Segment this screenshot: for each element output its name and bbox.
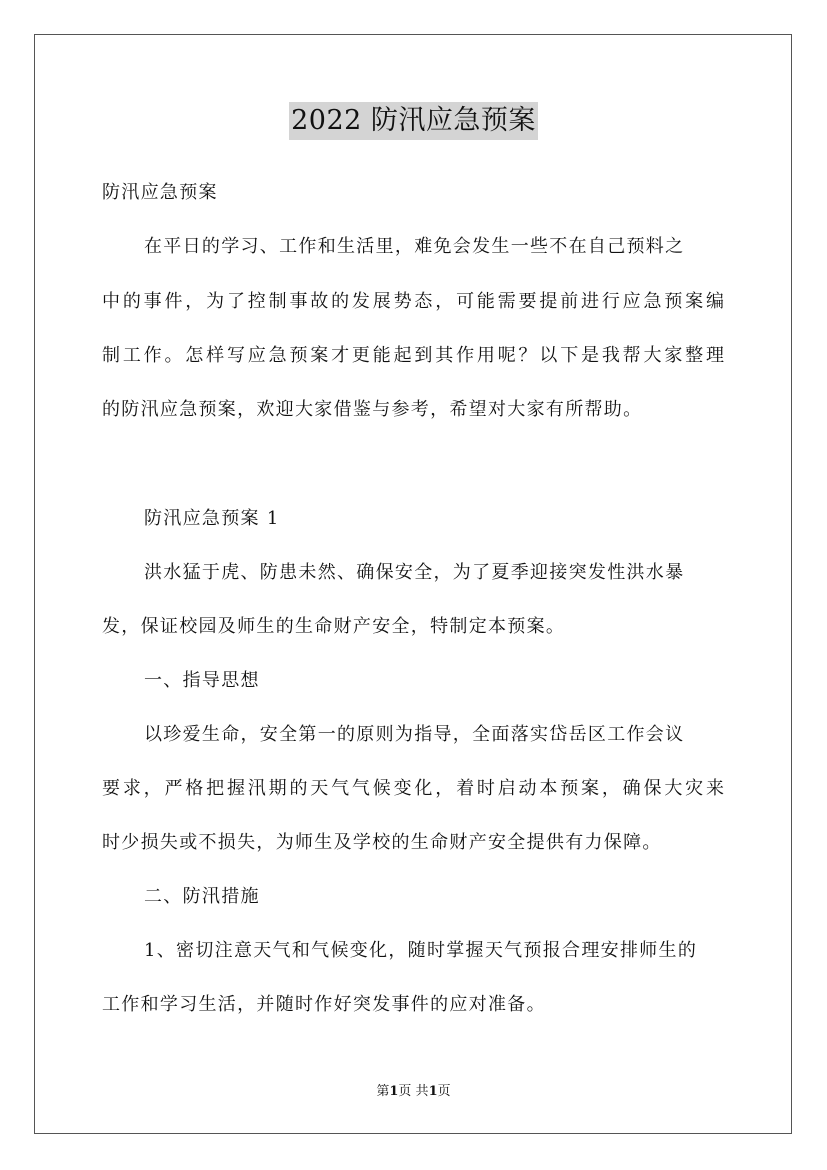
paragraph-line: 时少损失或不损失，为师生及学校的生命财产安全提供有力保障。 — [102, 832, 662, 853]
intro-line: 制工作。怎样写应急预案才更能起到其作用呢？以下是我帮大家整理 — [102, 345, 724, 366]
intro-line: 的防汛应急预案，欢迎大家借鉴与参考，希望对大家有所帮助。 — [102, 399, 643, 420]
intro-line: 在平日的学习、工作和生活里，难免会发生一些不在自己预料之 — [144, 236, 685, 257]
page-footer — [0, 1084, 827, 1100]
paragraph-line: 发，保证校园及师生的生命财产安全，特制定本预案。 — [102, 616, 566, 637]
document-subtitle: 防汛应急预案 — [102, 182, 218, 203]
section-heading: 二、防汛措施 — [144, 886, 260, 907]
page-number: 1 — [389, 1084, 399, 1099]
footer-mid: 页 共 — [398, 1084, 429, 1099]
paragraph-line: 1、密切注意天气和气候变化，随时掌握天气预报合理安排师生的 — [144, 940, 698, 961]
title-block — [0, 102, 827, 140]
paragraph-line: 洪水猛于虎、防患未然、确保安全，为了夏季迎接突发性洪水暴 — [144, 562, 685, 583]
footer-prefix: 第 — [376, 1084, 390, 1099]
section-heading: 一、指导思想 — [144, 670, 260, 691]
paragraph-line: 工作和学习生活，并随时作好突发事件的应对准备。 — [102, 994, 546, 1015]
footer-suffix: 页 — [437, 1084, 451, 1099]
total-pages: 1 — [428, 1084, 438, 1099]
paragraph-line: 要求，严格把握汛期的天气气候变化，着时启动本预案，确保大灾来 — [102, 778, 724, 799]
section-title: 防汛应急预案 1 — [144, 508, 280, 529]
intro-line: 中的事件，为了控制事故的发展势态，可能需要提前进行应急预案编 — [102, 291, 724, 312]
paragraph-line: 以珍爱生命，安全第一的原则为指导，全面落实岱岳区工作会议 — [144, 724, 685, 745]
document-title: 2022 防汛应急预案 — [289, 102, 538, 140]
